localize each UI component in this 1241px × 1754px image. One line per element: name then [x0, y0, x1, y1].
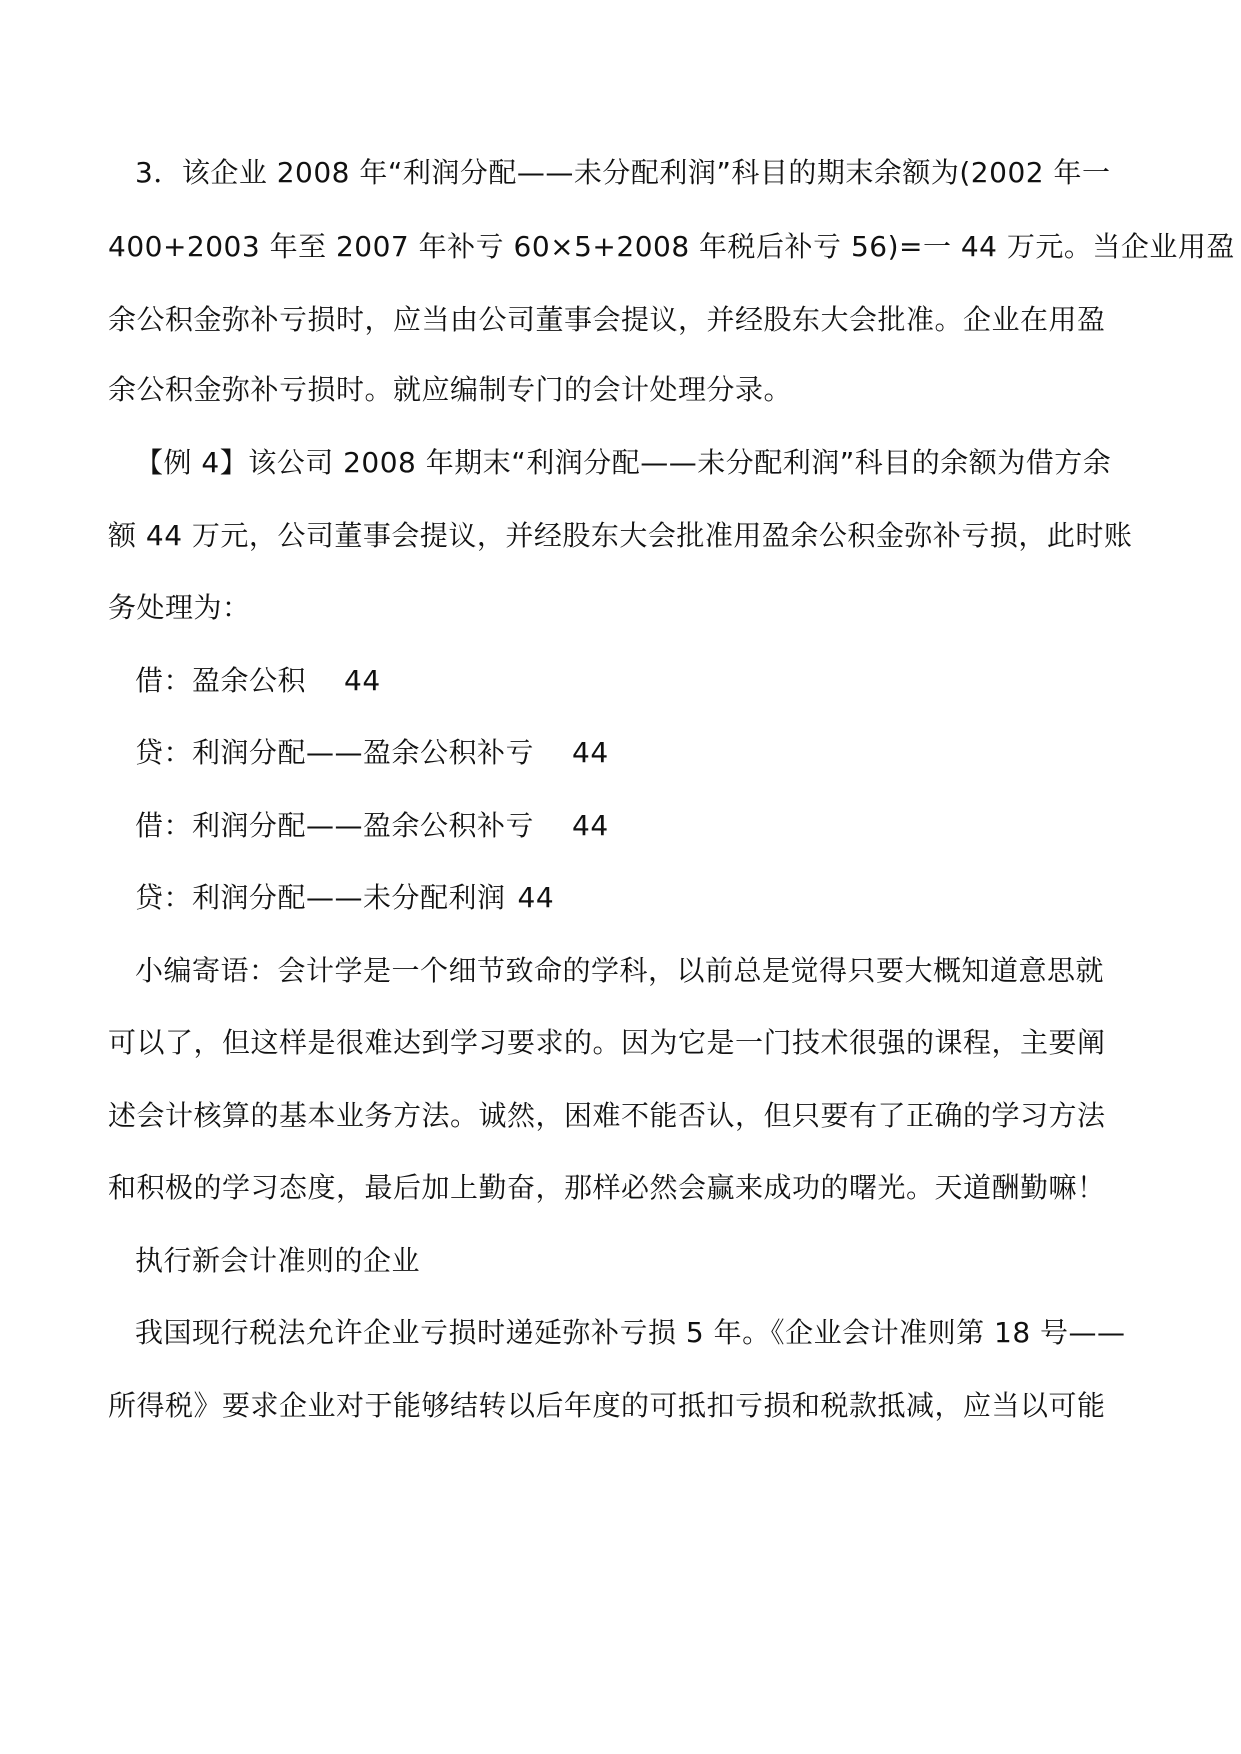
entry-label: 贷：利润分配——未分配利润 — [135, 881, 506, 914]
entry-label: 贷：利润分配——盈余公积补亏 — [135, 736, 535, 769]
entry-amount: 44 — [572, 736, 609, 769]
entry-label: 借：盈余公积 — [135, 664, 307, 697]
paragraph-line: 【例 4】该公司 2008 年期末“利润分配——未分配利润”科目的余额为借方余 — [135, 446, 1112, 479]
journal-entry — [135, 663, 1165, 699]
journal-entry — [135, 735, 1165, 771]
paragraph-line: 余公积金弥补亏损时。就应编制专门的会计处理分录。 — [108, 373, 793, 406]
paragraph-line: 3．该企业 2008 年“利润分配——未分配利润”科目的期末余额为(2002 年一 — [135, 156, 1111, 189]
entry-amount: 44 — [572, 809, 609, 842]
journal-entry — [135, 880, 1165, 916]
paragraph-line: 400+2003 年至 2007 年补亏 60×5+2008 年税后补亏 56)=一 44 万元。当企业用盈 — [108, 230, 1235, 263]
entry-amount: 44 — [344, 664, 381, 697]
paragraph-line: 小编寄语：会计学是一个细节致命的学科，以前总是觉得只要大概知道意思就 — [135, 954, 1105, 987]
section-heading: 执行新会计准则的企业 — [135, 1244, 421, 1277]
paragraph-line: 额 44 万元，公司董事会提议，并经股东大会批准用盈余公积金弥补亏损，此时账 — [108, 519, 1133, 552]
paragraph-line: 述会计核算的基本业务方法。诚然，困难不能否认，但只要有了正确的学习方法 — [108, 1099, 1106, 1132]
paragraph-line: 务处理为： — [108, 591, 251, 624]
journal-entry — [135, 808, 1165, 844]
paragraph-line: 余公积金弥补亏损时，应当由公司董事会提议，并经股东大会批准。企业在用盈 — [108, 303, 1106, 336]
paragraph-line: 我国现行税法允许企业亏损时递延弥补亏损 5 年。《企业会计准则第 18 号—— — [135, 1316, 1126, 1349]
entry-amount: 44 — [517, 881, 555, 914]
entry-label: 借：利润分配——盈余公积补亏 — [135, 809, 535, 842]
paragraph-line: 和积极的学习态度，最后加上勤奋，那样必然会赢来成功的曙光。天道酬勤嘛！ — [108, 1171, 1106, 1204]
paragraph-line: 可以了，但这样是很难达到学习要求的。因为它是一门技术很强的课程，主要阐 — [108, 1026, 1106, 1059]
paragraph-line: 所得税》要求企业对于能够结转以后年度的可抵扣亏损和税款抵减，应当以可能 — [108, 1389, 1106, 1422]
